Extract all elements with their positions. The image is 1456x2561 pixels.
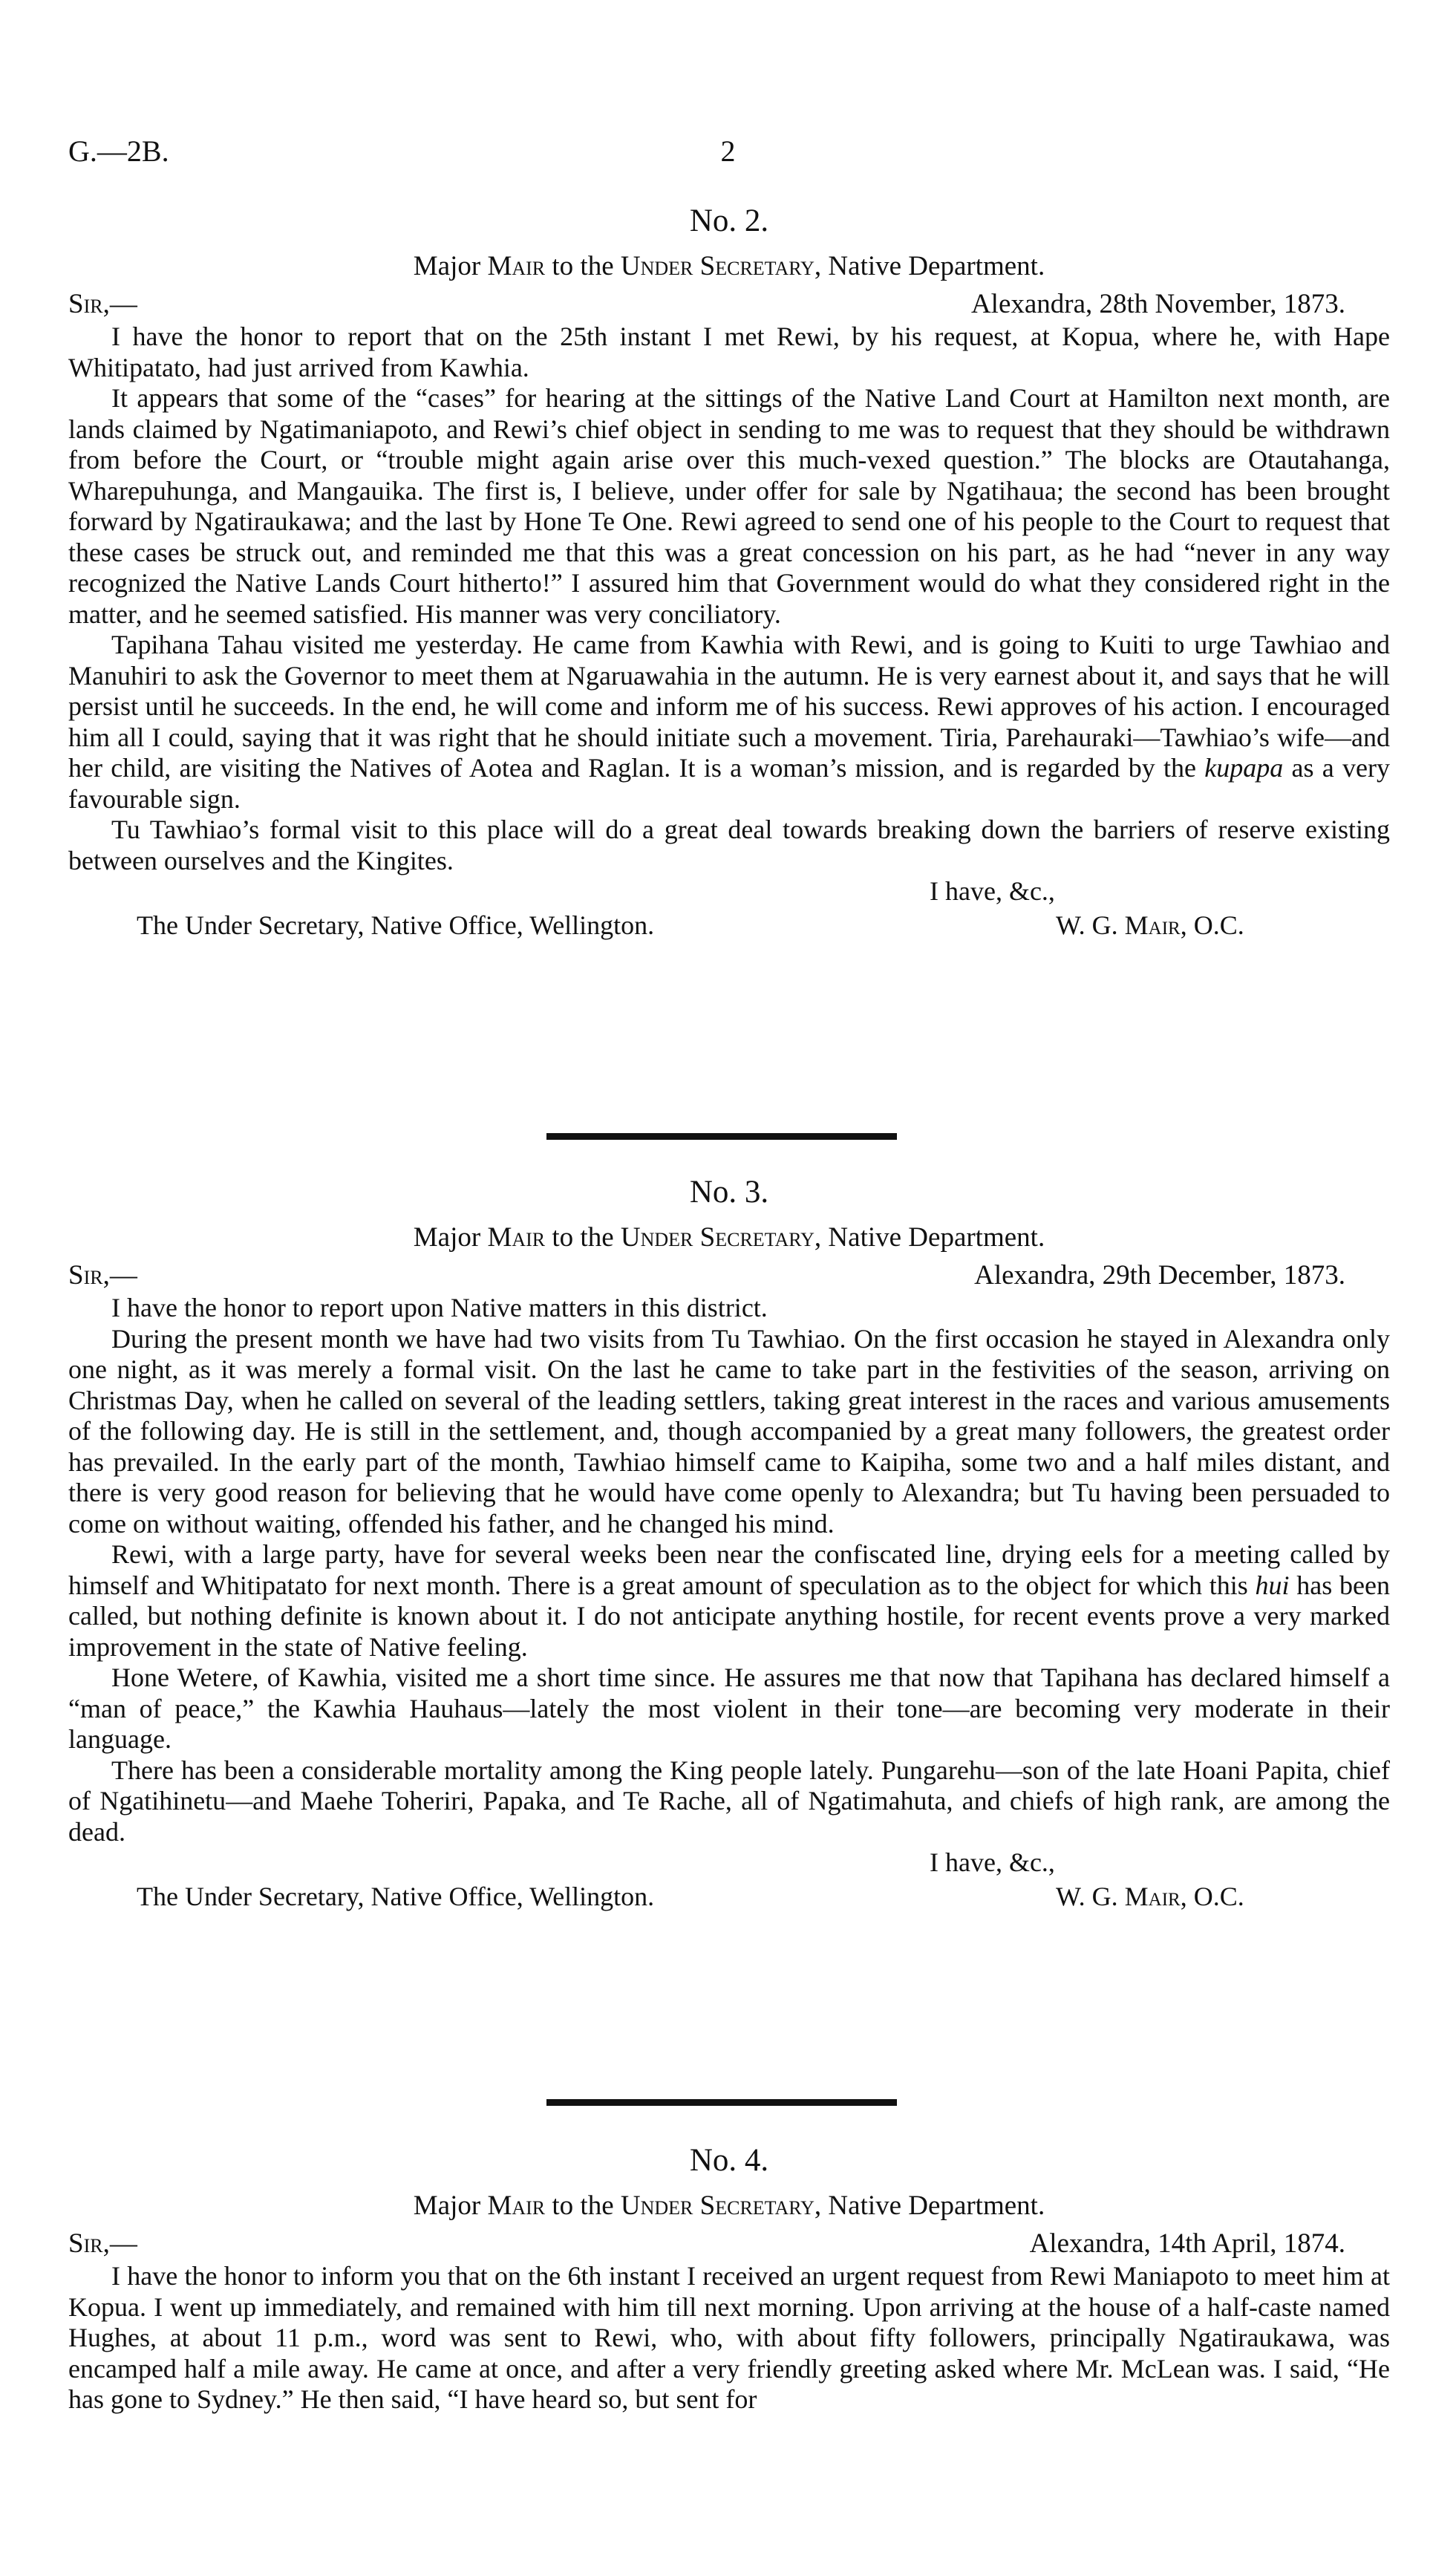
- letter-no-4: [68, 2140, 1390, 2415]
- signature: W. G. Mair, O.C.: [1056, 910, 1244, 940]
- page-number: 2: [720, 134, 736, 168]
- salutation-row: [68, 287, 1390, 322]
- italic-term: kupapa: [1204, 753, 1284, 783]
- letter-body: [68, 2261, 1390, 2415]
- signature: W. G. Mair, O.C.: [1056, 1882, 1244, 1911]
- paragraph: Tu Tawhiao’s formal visit to this place will do a great deal towards breaking down the barriers of reserve existing between ourselves and the Kingites.: [68, 815, 1390, 875]
- addressee: The Under Secretary, Native Office, Wellington.: [137, 910, 655, 940]
- letter-number: No. 2.: [689, 203, 769, 238]
- letter-no-2: [68, 200, 1390, 946]
- letter-number: No. 4.: [689, 2143, 769, 2178]
- letter-body: [68, 1293, 1390, 1847]
- letter-number: No. 3.: [689, 1175, 769, 1210]
- dateline: Alexandra, 28th November, 1873.: [970, 289, 1345, 319]
- section-divider: [546, 2099, 897, 2106]
- closing-phrase: I have, &c.,: [930, 1847, 1055, 1877]
- paragraph: Hone Wetere, of Kawhia, visited me a short time since. He assures me that now that Tapihana has declared himself a “man of peace,” the Kawhia Hauhaus—lately the most violent in their tone—are becoming very moderate in their language.: [68, 1663, 1390, 1754]
- letter-closing: [68, 876, 1390, 946]
- letter-title: Major Mair to the Under Secretary, Native Department.: [413, 251, 1045, 281]
- letter-closing: [68, 1847, 1390, 1917]
- salutation: Sir,—: [68, 289, 137, 319]
- salutation-row: [68, 1258, 1390, 1293]
- paragraph: Tapihana Tahau visited me yesterday. He came from Kawhia with Rewi, and is going to Kuiti to urge Tawhiao and Manuhiri to ask the Governor to meet them at Ngaruawahia in the autumn. He is very earnest about it, and says that he will persist until he succeeds. In the end, he will come and inform me of his success. Rewi approves of his action. I encouraged him all I could, saying that it was right that he should initiate such a movement. Tiria, Parehauraki—Tawhiao’s wife—and her child, are visiting the Natives of Aotea and Raglan. It is a woman’s mission, and is regarded by the kupapa as a very favourable sign.: [68, 630, 1391, 814]
- salutation-row: [68, 2226, 1390, 2261]
- letter-body: [68, 322, 1390, 876]
- paragraph: Rewi, with a large party, have for several weeks been near the confiscated line, drying eels for a meeting called by himself and Whitipatato for next month. There is a great amount of speculation as to the object for which this hui has been called, but nothing definite is known about it. I do not anticipate anything hostile, for recent events prove a very marked improvement in the state of Native feeling.: [68, 1539, 1391, 1662]
- closing-phrase: I have, &c.,: [930, 876, 1055, 906]
- dateline: Alexandra, 29th December, 1873.: [974, 1260, 1345, 1291]
- salutation: Sir,—: [68, 1260, 137, 1291]
- document-reference: G.—2B.: [68, 134, 169, 168]
- section-divider: [546, 1133, 897, 1140]
- paragraph: There has been a considerable mortality among the King people lately. Pungarehu—son of the late Hoani Papita, chief of Ngatihinetu—and Maehe Toheriri, Papaka, and Te Rache, all of Ngatimahuta, and chiefs of high rank, are among the dead.: [68, 1755, 1390, 1847]
- paragraph: I have the honor to report that on the 25th instant I met Rewi, by his request, at Kopua, where he, with Hape Whitipatato, had just arrived from Kawhia.: [68, 322, 1390, 382]
- letter-title: Major Mair to the Under Secretary, Native Department.: [413, 1222, 1045, 1253]
- letter-title: Major Mair to the Under Secretary, Native Department.: [413, 2190, 1045, 2221]
- italic-term: hui: [1255, 1570, 1290, 1600]
- paragraph: I have the honor to report upon Native matters in this district.: [111, 1293, 768, 1322]
- paragraph: I have the honor to inform you that on the 6th instant I received an urgent request from Rewi Maniapoto to meet him at Kopua. I went up immediately, and remained with him till next morning. Upon arriving at the house of a half-caste named Hughes, at about 11 p.m., word was sent to Rewi, who, with about fifty followers, principally Ngatiraukawa, was encamped half a mile away. He came at once, and after a very friendly greeting asked where Mr. McLean was. I said, “He has gone to Sydney.” He then said, “I have heard so, but sent for: [68, 2261, 1390, 2414]
- paragraph: During the present month we have had two visits from Tu Tawhiao. On the first occasion he stayed in Alexandra only one night, as it was merely a formal visit. On the last he came to take part in the festivities of the season, arriving on Christmas Day, when he called on several of the leading settlers, taking great interest in the races and various amusements of the following day. He is still in the settlement, and, though accompanied by a great many followers, the greatest order has prevailed. In the early part of the month, Tawhiao himself came to Kaipiha, some two and a half miles distant, and there is very good reason for believing that he would have come openly to Alexandra; but Tu having been persuaded to come on without waiting, offended his father, and he changed his mind.: [68, 1323, 1390, 1539]
- dateline: Alexandra, 14th April, 1874.: [1029, 2228, 1345, 2259]
- letter-no-3: [68, 1172, 1390, 1917]
- paragraph: It appears that some of the “cases” for hearing at the sittings of the Native Land Court at Hamilton next month, are lands claimed by Ngatimaniapoto, and Rewi’s chief object in sending to me was to request that they should be withdrawn from before the Court, or “trouble might again arise over this much-vexed question.” The blocks are Otautahanga, Wharepuhunga, and Mangauika. The first is, I believe, under offer for sale by Ngatihaua; the second has been brought forward by Ngatiraukawa; and the last by Hone Te One. Rewi agreed to send one of his people to the Court to request that these cases be struck out, and reminded me that this was a great concession on his part, as he had “never in any way recognized the Native Lands Court hitherto!” I assured him that Government would do what they considered right in the matter, and he seemed satisfied. His manner was very conciliatory.: [68, 383, 1390, 629]
- addressee: The Under Secretary, Native Office, Wellington.: [137, 1882, 655, 1911]
- salutation: Sir,—: [68, 2228, 137, 2259]
